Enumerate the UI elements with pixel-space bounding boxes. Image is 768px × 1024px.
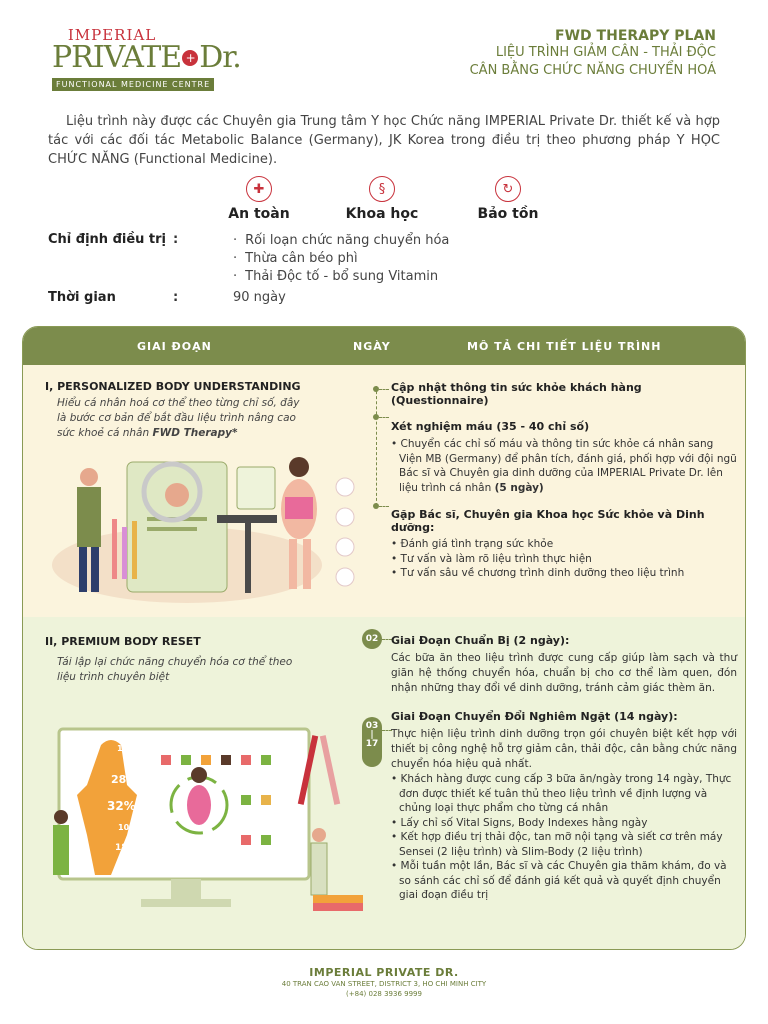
blood-test-list xyxy=(391,437,737,495)
col-day: NGÀY xyxy=(353,340,391,353)
list-item: • Kết hợp điều trị thải độc, tan mỡ nội tạng và siết cơ trên máy Sensei (2 liệu trình) và Slim-Body (2 liệu trình) xyxy=(391,830,737,859)
day-badge-02: 02 xyxy=(362,629,382,649)
list-item: • Lấy chỉ số Vital Signs, Body Indexes hằng ngày xyxy=(391,816,737,831)
phase-1-desc-text: Hiểu cá nhân hoá cơ thể theo từng chỉ số, đây là bước cơ bản để bắt đầu liệu trình nâng cao sức khoẻ cá nhân xyxy=(57,397,300,439)
shield-cross-icon: ✚ xyxy=(246,176,272,202)
book-stack xyxy=(313,895,363,903)
text-line xyxy=(147,527,197,531)
value-label: Bảo tồn xyxy=(477,206,539,222)
duration-row xyxy=(48,290,728,305)
body-analysis-illustration xyxy=(37,457,377,612)
food-icon xyxy=(261,755,271,765)
brand-logo xyxy=(52,26,242,91)
doctor-body xyxy=(77,487,101,547)
transformation-text: Thực hiện liệu trình dinh dưỡng trọn gói chuyên biệt kết hợp với thiết bị công nghệ hỗ trợ giảm cân, thải độc, cân bằng chức năng chuyển hóa hiệu quả nhất. xyxy=(391,728,737,770)
phase-1-desc xyxy=(57,396,307,441)
value-icons xyxy=(0,176,768,226)
food-icon xyxy=(181,755,191,765)
medical-cross-icon: + xyxy=(182,50,198,66)
patient-leg xyxy=(303,539,311,589)
food-icon xyxy=(241,755,251,765)
step-preparation: Giai Đoạn Chuẩn Bị (2 ngày): xyxy=(391,634,570,647)
organ-icon xyxy=(336,478,354,496)
body-stat: 18% xyxy=(115,843,137,853)
duration-value: 90 ngày xyxy=(233,290,286,305)
phase-2-detail xyxy=(391,634,737,903)
indication-colon: : xyxy=(173,232,179,247)
plan-subtitle-1: LIỆU TRÌNH GIẢM CÂN - THẢI ĐỘC xyxy=(495,45,716,60)
timeline-dash xyxy=(379,389,389,390)
plan-subtitle-2: CÂN BẰNG CHỨC NĂNG CHUYỂN HOÁ xyxy=(469,63,716,78)
person-head xyxy=(191,767,207,783)
list-item: • Khách hàng được cung cấp 3 bữa ăn/ngày trong 14 ngày, Thực đơn được thiết kế tuân thủ theo liệu trình về định lượng và chủng loại thực phẩm cho từng cá nhân xyxy=(391,772,737,816)
patient-hair xyxy=(289,457,309,477)
patient-leg xyxy=(289,539,297,589)
screen-stand xyxy=(171,879,201,899)
test-tube xyxy=(132,521,137,579)
footer-phone: (+84) 028 3936 9999 xyxy=(346,990,422,998)
logo-main-b: Dr. xyxy=(199,40,241,75)
col-desc: MÔ TẢ CHI TIẾT LIỆU TRÌNH xyxy=(467,340,662,353)
screen-base xyxy=(141,899,231,907)
doctor-head xyxy=(312,828,326,842)
logo-subtitle: FUNCTIONAL MEDICINE CENTRE xyxy=(52,78,214,91)
intro-paragraph: Liệu trình này được các Chuyên gia Trung tâm Y học Chức năng IMPERIAL Private Dr. thiết kế và hợp tác với các đối tác Metabolic Balance (Germany), JK Korea trong điều trị theo phương pháp Y HỌC CHỨC NĂNG (Functional Medicine). xyxy=(48,114,720,167)
list-item xyxy=(391,437,737,495)
col-stage: GIAI ĐOẠN xyxy=(137,340,212,353)
monitor xyxy=(237,467,275,509)
avatar xyxy=(165,483,189,507)
cycle-icon: ↻ xyxy=(495,176,521,202)
doctor-body xyxy=(311,843,327,895)
nurse-head xyxy=(54,810,68,824)
organ-icon xyxy=(336,508,354,526)
test-tube xyxy=(122,527,127,579)
day-badge-range xyxy=(362,717,382,767)
list-item: • Tư vấn sâu về chương trình dinh dưỡng theo liệu trình xyxy=(391,566,737,581)
organ-icon xyxy=(336,568,354,586)
footer xyxy=(0,966,768,999)
plan-table xyxy=(22,326,746,950)
table-header xyxy=(23,327,745,365)
phase-1-detail xyxy=(391,381,737,581)
plan-header xyxy=(470,28,716,80)
dna-icon: § xyxy=(369,176,395,202)
doctor-head xyxy=(80,468,98,486)
scale xyxy=(217,515,277,523)
food-icon xyxy=(221,755,231,765)
book-stack xyxy=(313,903,363,911)
day-end: 17 xyxy=(365,739,379,749)
value-label: An toàn xyxy=(228,206,290,222)
body-stat: 12% xyxy=(117,744,137,753)
body-stat: 10% xyxy=(118,823,138,832)
food-icon xyxy=(241,795,251,805)
indication-list xyxy=(233,232,449,286)
value-conserve xyxy=(463,176,553,222)
organ-icon xyxy=(336,538,354,556)
logo-top-text: IMPERIAL xyxy=(67,26,157,44)
phase-1-desc-brand: FWD Therapy* xyxy=(152,427,238,439)
doctor-leg xyxy=(91,547,99,592)
nurse-body xyxy=(53,825,69,875)
food-icon xyxy=(201,755,211,765)
indication-row xyxy=(48,232,728,286)
nutrition-illustration xyxy=(41,725,373,943)
duration-colon: : xyxy=(173,290,179,305)
transformation-list xyxy=(391,772,737,903)
scale-post xyxy=(245,523,251,593)
body-stat: 32% xyxy=(107,799,136,813)
footer-name: IMPERIAL PRIVATE DR. xyxy=(309,966,459,979)
duration-label: Thời gian xyxy=(48,290,116,305)
doctor-leg xyxy=(79,547,87,592)
phase-2-section xyxy=(23,617,745,950)
consult-list xyxy=(391,537,737,581)
list-item: • Mỗi tuần một lần, Bác sĩ và các Chuyên gia thăm khám, đo và so sánh các chỉ số để đánh giá kết quả và quyết định chuyển giai đoạn điều trị xyxy=(391,859,737,903)
value-safe xyxy=(214,176,304,222)
list-item: · Rối loạn chức năng chuyển hóa xyxy=(233,232,449,250)
step-questionnaire: Cập nhật thông tin sức khỏe khách hàng (Questionnaire) xyxy=(391,381,642,407)
food-icon xyxy=(261,795,271,805)
value-science xyxy=(337,176,427,222)
patient-clothing xyxy=(285,497,313,519)
food-icon xyxy=(261,835,271,845)
indication-label: Chỉ định điều trị xyxy=(48,232,167,247)
timeline-dash xyxy=(379,506,389,507)
person-body xyxy=(187,785,211,825)
logo-main xyxy=(52,40,242,75)
list-item: · Thừa cân béo phì xyxy=(233,250,449,268)
body-stat: 28% xyxy=(111,773,138,786)
footer-address: 40 TRAN CAO VAN STREET, DISTRICT 3, HO CHI MINH CITY xyxy=(281,980,487,988)
phase-1-title: I, PERSONALIZED BODY UNDERSTANDING xyxy=(45,380,301,393)
day-separator: | xyxy=(370,730,374,740)
logo-main-a: PRIVATE xyxy=(52,40,182,75)
plan-title: FWD THERAPY PLAN xyxy=(555,28,716,44)
list-item: • Đánh giá tình trạng sức khỏe xyxy=(391,537,737,552)
test-tube xyxy=(112,519,117,579)
step-blood-test: Xét nghiệm máu (35 - 40 chỉ số) xyxy=(391,420,590,433)
treatment-info xyxy=(48,232,728,305)
timeline-dash xyxy=(379,417,389,418)
day-start: 03 xyxy=(365,721,379,731)
step-transformation: Giai Đoạn Chuyển Đổi Nghiêm Ngặt (14 ngày): xyxy=(391,710,678,723)
blood-test-text: Chuyển các chỉ số máu và thông tin sức khỏe cá nhân sang Viện MB (Germany) để phân tích, đánh giá, phối hợp với đội ngũ Bác sĩ và Chuyên gia dinh dưỡng của IMPERIAL Private Dr. lên liệu trình cá nhân xyxy=(399,438,737,494)
blood-test-duration: (5 ngày) xyxy=(494,481,544,494)
preparation-text: Các bữa ăn theo liệu trình được cung cấp giúp làm sạch và thư giãn hệ thống chuyển hóa, chuẩn bị cho cơ thể làm quen, đón nhận những thay đổi về dinh dưỡng, tránh cảm giác thèm ăn. xyxy=(391,652,737,694)
phase-1-section xyxy=(23,365,745,617)
phase-2-desc: Tái lập lại chức năng chuyển hóa cơ thể theo liệu trình chuyên biệt xyxy=(57,656,293,683)
dna-strand-icon xyxy=(320,735,340,805)
list-item: • Tư vấn và làm rõ liệu trình thực hiện xyxy=(391,552,737,567)
timeline-line xyxy=(376,386,377,506)
step-consult: Gặp Bác sĩ, Chuyên gia Khoa học Sức khỏe và Dinh dưỡng: xyxy=(391,508,705,534)
phase-2-title: II, PREMIUM BODY RESET xyxy=(45,635,201,648)
value-label: Khoa học xyxy=(345,206,419,222)
food-icon xyxy=(241,835,251,845)
list-item: · Thải Độc tố - bổ sung Vitamin xyxy=(233,268,449,286)
food-icon xyxy=(161,755,171,765)
